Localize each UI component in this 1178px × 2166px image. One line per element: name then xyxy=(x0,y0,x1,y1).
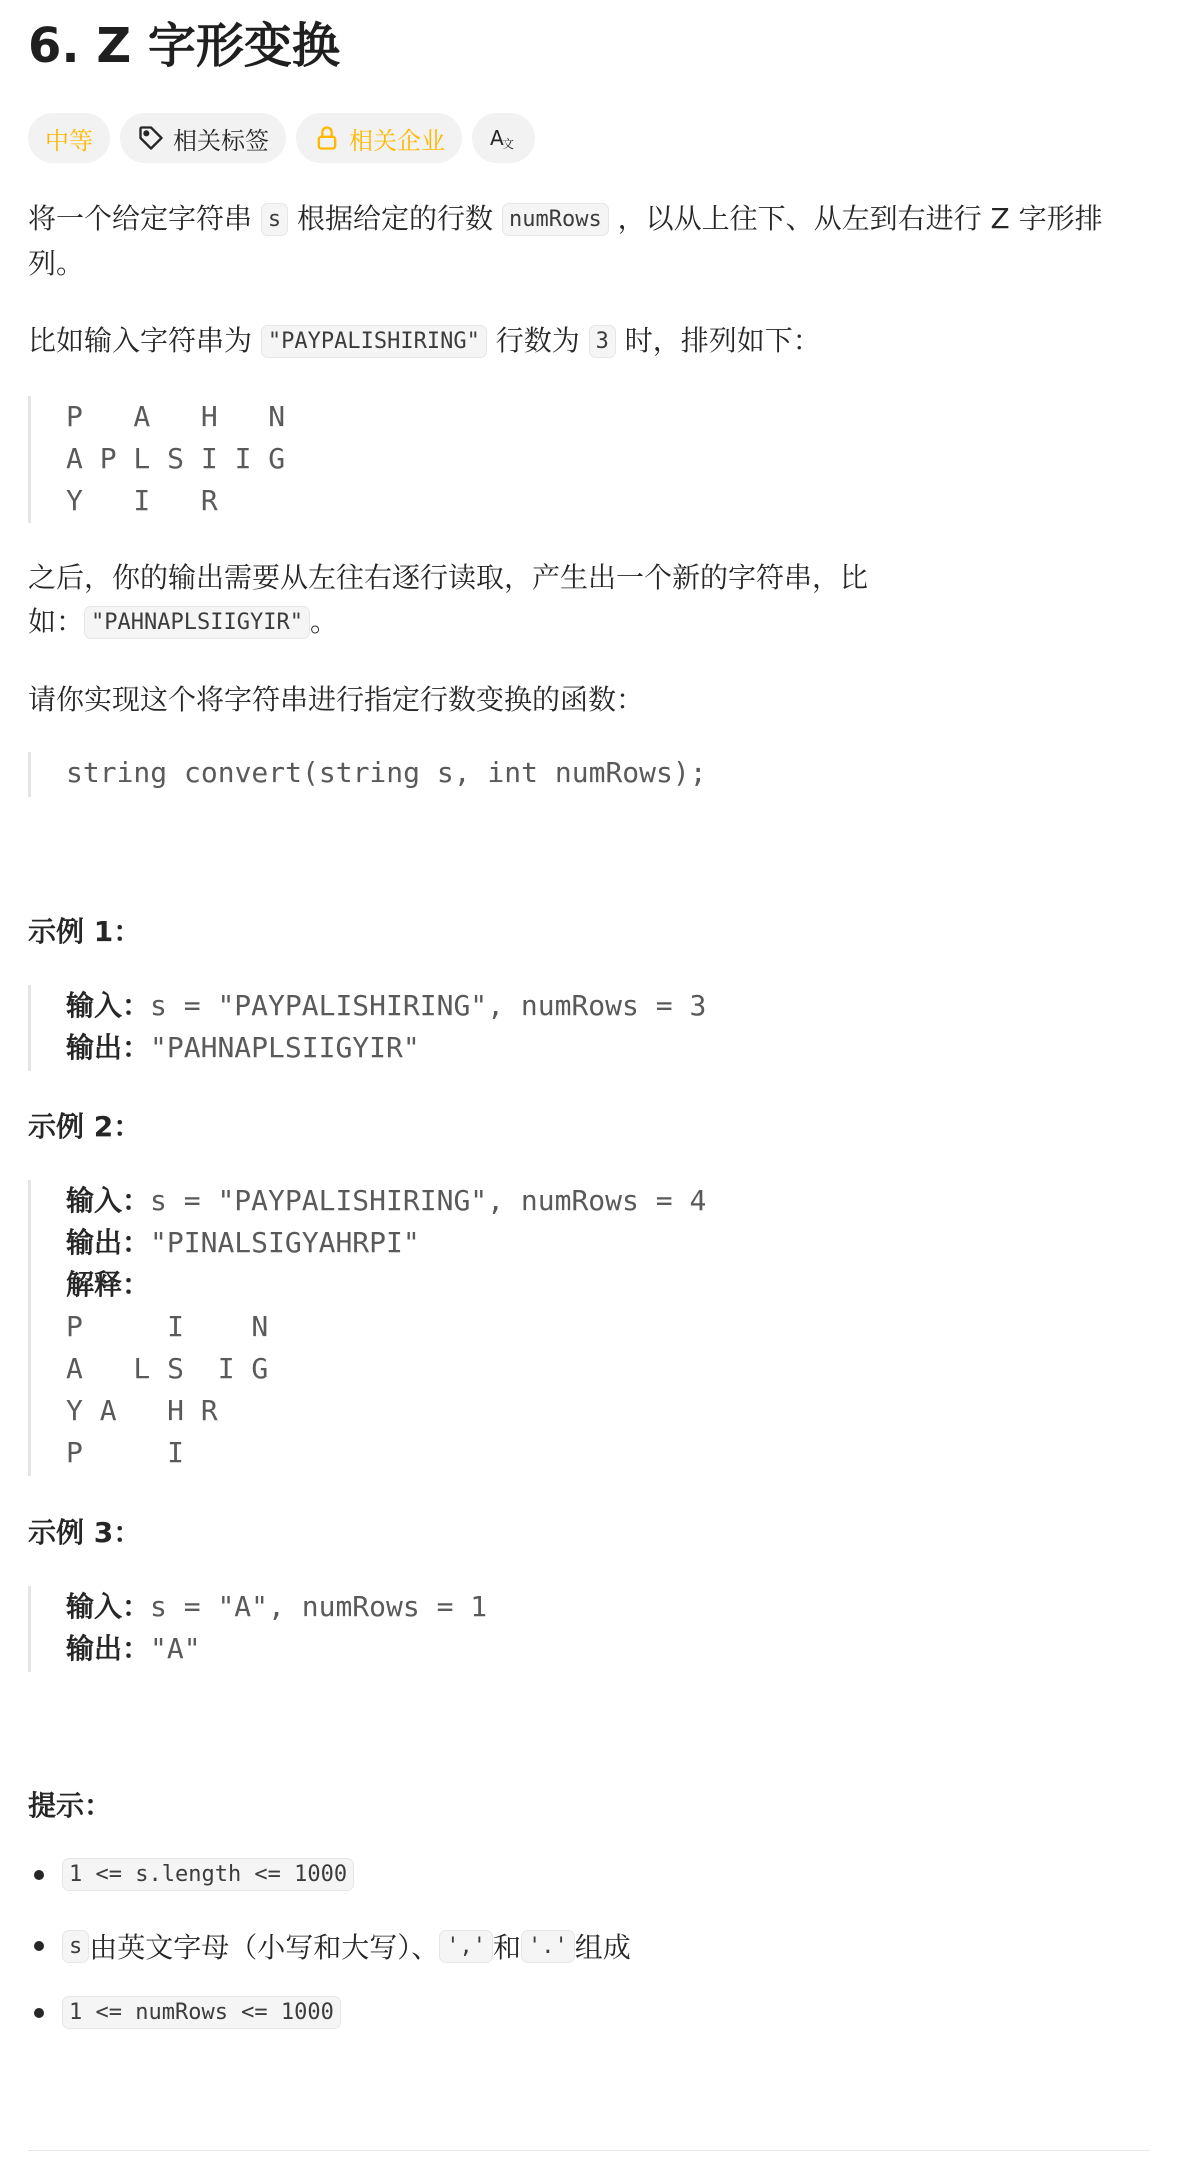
svg-text:文: 文 xyxy=(501,137,514,151)
input-label: 输入： xyxy=(66,989,151,1022)
bullet-icon xyxy=(34,1941,44,1951)
explain-line: P I xyxy=(66,1436,185,1469)
desc-text: 如： xyxy=(28,605,85,638)
translate-button[interactable] xyxy=(472,113,535,163)
description-paragraph: 请你实现这个将字符串进行指定行数变换的函数： xyxy=(28,683,645,716)
list-item xyxy=(28,1926,631,1966)
divider xyxy=(28,2150,1150,2151)
desc-text: 行数为 xyxy=(486,324,589,357)
function-signature: string convert(string s, int numRows); xyxy=(66,756,707,789)
list-item xyxy=(28,1996,341,2029)
example-1-block xyxy=(28,985,706,1071)
translate-icon xyxy=(489,123,519,153)
desc-text: 。 xyxy=(309,605,338,638)
tag-icon xyxy=(137,124,165,152)
desc-text: 将一个给定字符串 xyxy=(28,202,261,235)
topics-tag-button[interactable] xyxy=(120,113,286,163)
hint-text: 由英文字母（小写和大写）、 xyxy=(89,1931,440,1964)
example-1-heading: 示例 1： xyxy=(28,915,142,948)
zigzag-example-block xyxy=(28,396,285,523)
zigzag-line: A P L S I I G xyxy=(66,442,286,475)
example-3-block xyxy=(28,1586,487,1672)
example-input: s = "A", numRows = 1 xyxy=(150,1590,488,1623)
description-paragraph xyxy=(28,319,1148,364)
explain-label: 解释： xyxy=(66,1268,151,1301)
inline-code: numRows xyxy=(502,203,609,236)
input-label: 输入： xyxy=(66,1590,151,1623)
desc-text: 比如输入字符串为 xyxy=(28,324,261,357)
list-item xyxy=(28,1858,354,1891)
tag-row xyxy=(28,113,535,163)
topics-tag-label: 相关标签 xyxy=(173,126,269,155)
example-output: "PAHNAPLSIIGYIR" xyxy=(150,1031,420,1064)
description-paragraph xyxy=(28,197,1148,286)
example-2-block xyxy=(28,1180,706,1476)
zigzag-line: P A H N xyxy=(66,400,286,433)
output-label: 输出： xyxy=(66,1031,151,1064)
example-input: s = "PAYPALISHIRING", numRows = 3 xyxy=(150,989,707,1022)
desc-text: 之后，你的输出需要从左往右逐行读取，产生出一个新的字符串，比 xyxy=(28,561,869,594)
lock-icon xyxy=(313,124,341,152)
bullet-icon xyxy=(34,2008,44,2018)
hint-text: 组成 xyxy=(574,1931,631,1964)
companies-tag-button[interactable] xyxy=(296,113,462,163)
inline-code: s xyxy=(261,203,288,236)
inline-code: ',' xyxy=(439,1930,493,1963)
function-signature-block xyxy=(28,752,707,797)
output-label: 输出： xyxy=(66,1226,151,1259)
explain-line: P I N xyxy=(66,1310,269,1343)
companies-tag-label: 相关企业 xyxy=(349,126,445,155)
difficulty-badge xyxy=(28,113,110,163)
desc-text: 根据给定的行数 xyxy=(288,202,502,235)
explain-line: A L S I G xyxy=(66,1352,269,1385)
hints-heading: 提示： xyxy=(28,1789,113,1822)
difficulty-label: 中等 xyxy=(45,126,93,155)
desc-text: ，以从上往下、从左到右进行 Z 字形排列。 xyxy=(28,202,1103,280)
output-label: 输出： xyxy=(66,1632,151,1665)
inline-code: "PAYPALISHIRING" xyxy=(261,325,487,358)
description-paragraph xyxy=(28,556,1148,645)
problem-title: 6. Z 字形变换 xyxy=(28,18,340,74)
inline-code: 1 <= s.length <= 1000 xyxy=(62,1858,354,1891)
inline-code: "PAHNAPLSIIGYIR" xyxy=(84,606,310,639)
explain-line: Y A H R xyxy=(66,1394,218,1427)
zigzag-line: Y I R xyxy=(66,484,218,517)
inline-code: s xyxy=(62,1930,89,1963)
input-label: 输入： xyxy=(66,1184,151,1217)
example-input: s = "PAYPALISHIRING", numRows = 4 xyxy=(150,1184,707,1217)
inline-code: '.' xyxy=(521,1930,575,1963)
hint-text: 和 xyxy=(493,1931,522,1964)
inline-code: 1 <= numRows <= 1000 xyxy=(62,1996,341,2029)
svg-text:A: A xyxy=(489,126,504,150)
example-output: "A" xyxy=(150,1632,201,1665)
bullet-icon xyxy=(34,1870,44,1880)
inline-code: 3 xyxy=(589,325,616,358)
example-3-heading: 示例 3： xyxy=(28,1516,142,1549)
example-2-heading: 示例 2： xyxy=(28,1110,142,1143)
desc-text: 时，排列如下： xyxy=(615,324,821,357)
example-output: "PINALSIGYAHRPI" xyxy=(150,1226,420,1259)
